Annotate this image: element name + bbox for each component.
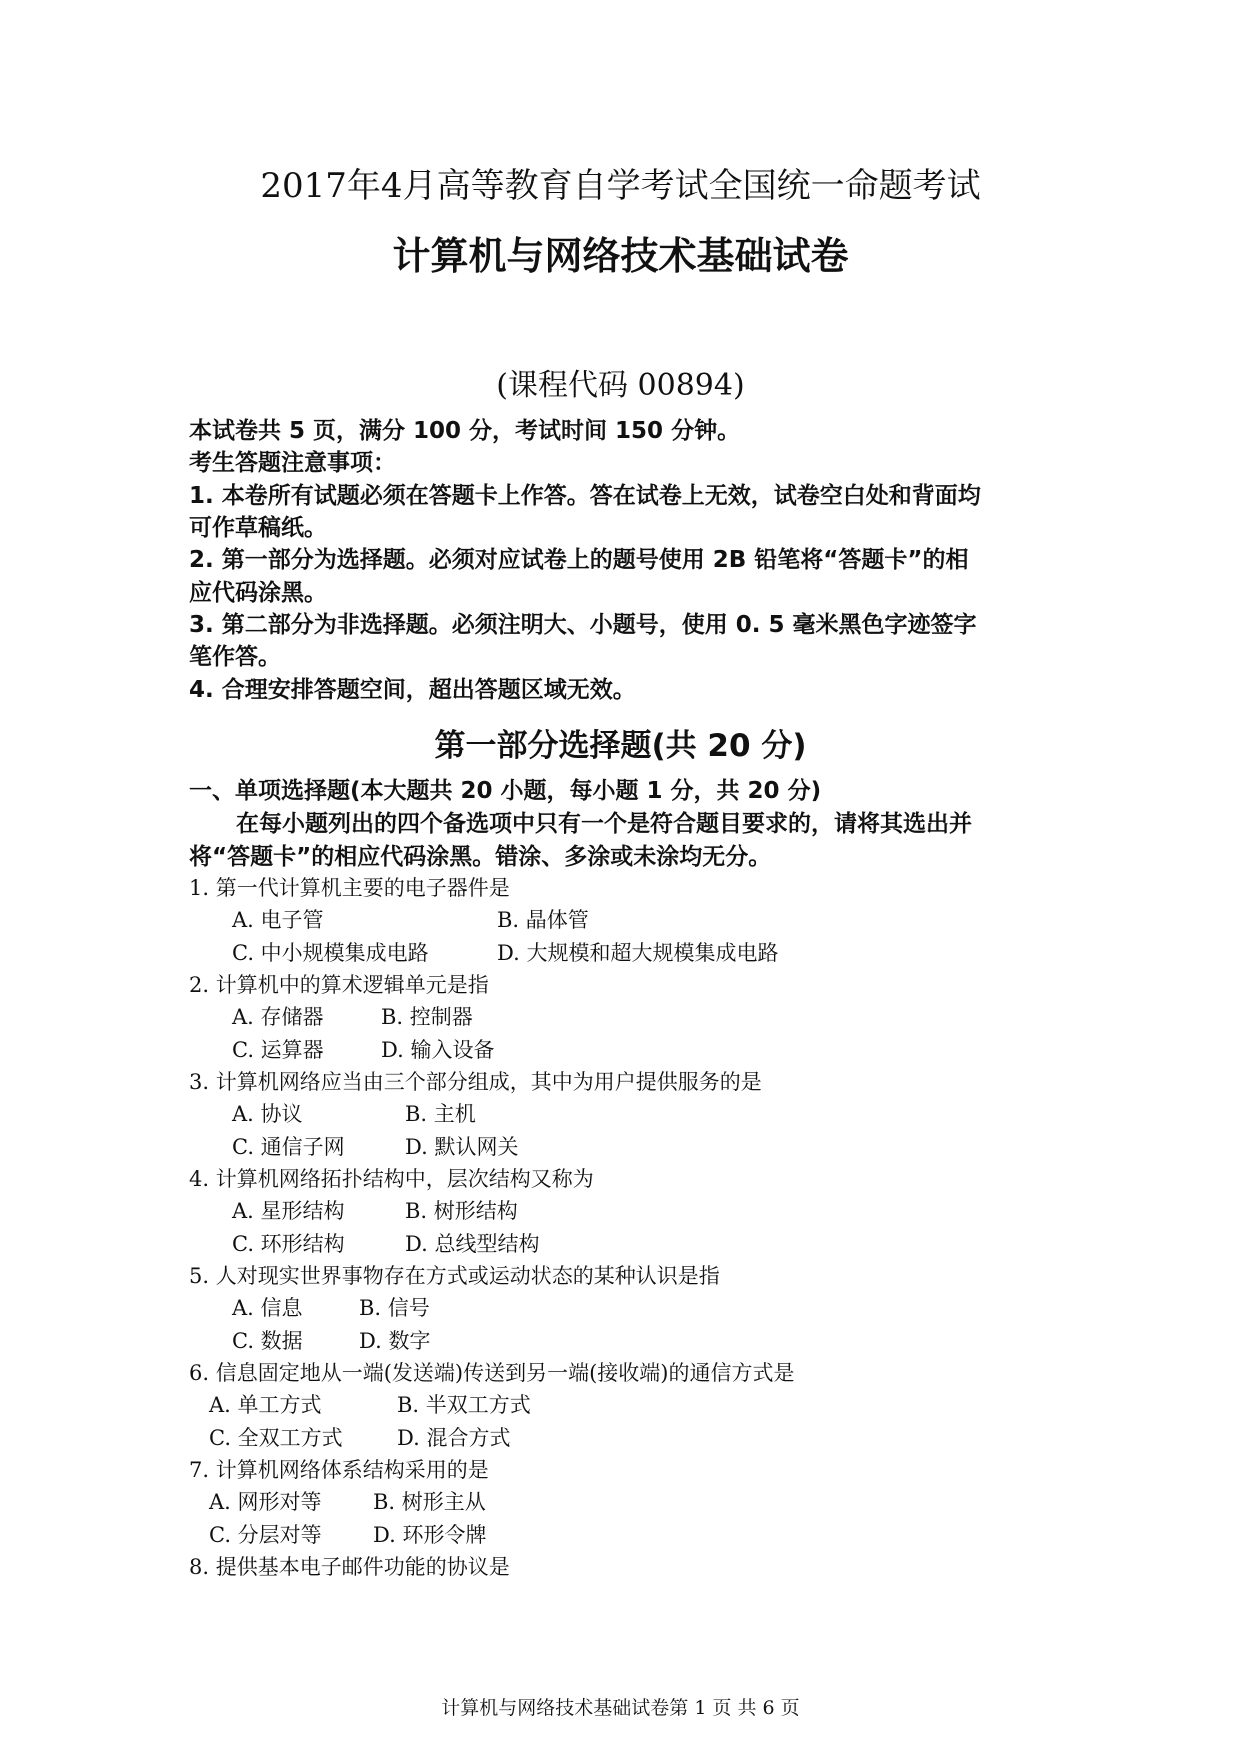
question-7: 7. 计算机网络体系结构采用的是 bbox=[189, 1458, 489, 1482]
option-c: C. 数据 bbox=[232, 1329, 303, 1353]
note-line: 1. 本卷所有试题必须在答题卡上作答。答在试卷上无效，试卷空白处和背面均 bbox=[189, 483, 981, 509]
option-a: A. 信息 bbox=[232, 1296, 303, 1320]
question-3: 3. 计算机网络应当由三个部分组成，其中为用户提供服务的是 bbox=[189, 1070, 762, 1094]
option-c: C. 中小规模集成电路 bbox=[232, 941, 429, 965]
question-6: 6. 信息固定地从一端(发送端)传送到另一端(接收端)的通信方式是 bbox=[189, 1361, 795, 1385]
note-line: 4. 合理安排答题空间，超出答题区域无效。 bbox=[189, 677, 636, 703]
course-code: (课程代码 00894) bbox=[496, 368, 745, 403]
note-line: 应代码涂黑。 bbox=[189, 580, 327, 606]
exam-title: 2017年4月高等教育自学考试全国统一命题考试 bbox=[260, 166, 981, 206]
option-b: B. 树形结构 bbox=[405, 1199, 518, 1223]
question-5: 5. 人对现实世界事物存在方式或运动状态的某种认识是指 bbox=[189, 1264, 720, 1288]
note-line: 3. 第二部分为非选择题。必须注明大、小题号，使用 0. 5 毫米黑色字迹签字 bbox=[189, 612, 977, 638]
note-line: 笔作答。 bbox=[189, 644, 281, 670]
option-a: A. 星形结构 bbox=[232, 1199, 345, 1223]
option-c: C. 运算器 bbox=[232, 1038, 324, 1062]
option-a: A. 网形对等 bbox=[209, 1490, 322, 1514]
exam-summary: 本试卷共 5 页，满分 100 分，考试时间 150 分钟。 bbox=[189, 418, 741, 444]
part1-instruction: 将“答题卡”的相应代码涂黑。错涂、多涂或未涂均无分。 bbox=[189, 844, 772, 870]
option-c: C. 全双工方式 bbox=[209, 1426, 343, 1450]
option-b: B. 控制器 bbox=[381, 1005, 473, 1029]
option-d: D. 大规模和超大规模集成电路 bbox=[497, 941, 779, 965]
option-c: C. 通信子网 bbox=[232, 1135, 345, 1159]
option-d: D. 数字 bbox=[359, 1329, 431, 1353]
option-b: B. 树形主从 bbox=[373, 1490, 486, 1514]
option-b: B. 主机 bbox=[405, 1102, 476, 1126]
option-a: A. 单工方式 bbox=[209, 1393, 322, 1417]
option-a: A. 电子管 bbox=[232, 908, 324, 932]
option-c: C. 环形结构 bbox=[232, 1232, 345, 1256]
note-line: 2. 第一部分为选择题。必须对应试卷上的题号使用 2B 铅笔将“答题卡”的相 bbox=[189, 547, 969, 573]
option-a: A. 存储器 bbox=[232, 1005, 324, 1029]
part1-title: 第一部分选择题(共 20 分) bbox=[434, 728, 807, 764]
option-b: B. 半双工方式 bbox=[397, 1393, 531, 1417]
option-b: B. 晶体管 bbox=[497, 908, 589, 932]
option-d: D. 输入设备 bbox=[381, 1038, 495, 1062]
option-d: D. 总线型结构 bbox=[405, 1232, 540, 1256]
note-line: 可作草稿纸。 bbox=[189, 515, 327, 541]
question-1: 1. 第一代计算机主要的电子器件是 bbox=[189, 876, 510, 900]
question-4: 4. 计算机网络拓扑结构中，层次结构又称为 bbox=[189, 1167, 594, 1191]
option-c: C. 分层对等 bbox=[209, 1523, 322, 1547]
part1-instruction: 在每小题列出的四个备选项中只有一个是符合题目要求的，请将其选出并 bbox=[236, 811, 972, 837]
option-d: D. 混合方式 bbox=[397, 1426, 511, 1450]
part1-subtitle: 一、单项选择题(本大题共 20 小题，每小题 1 分，共 20 分) bbox=[189, 778, 822, 804]
notes-heading: 考生答题注意事项： bbox=[189, 450, 396, 476]
question-2: 2. 计算机中的算术逻辑单元是指 bbox=[189, 973, 489, 997]
option-a: A. 协议 bbox=[232, 1102, 303, 1126]
paper-title: 计算机与网络技术基础试卷 bbox=[392, 234, 849, 278]
option-d: D. 环形令牌 bbox=[373, 1523, 487, 1547]
question-8: 8. 提供基本电子邮件功能的协议是 bbox=[189, 1555, 510, 1579]
option-b: B. 信号 bbox=[359, 1296, 430, 1320]
option-d: D. 默认网关 bbox=[405, 1135, 519, 1159]
page-footer: 计算机与网络技术基础试卷第 1 页 共 6 页 bbox=[441, 1697, 800, 1719]
